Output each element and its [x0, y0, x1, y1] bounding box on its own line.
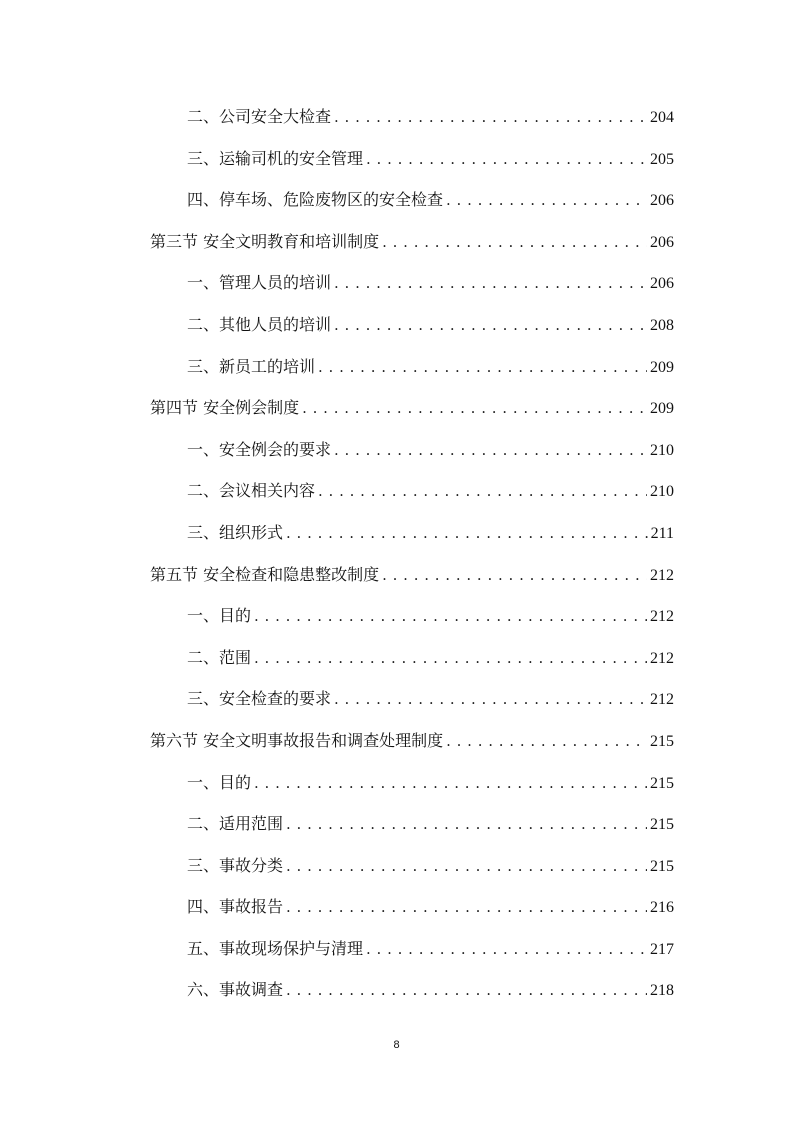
dot-leader — [286, 857, 647, 875]
toc-entry-title: 二、公司安全大检查 — [187, 107, 332, 126]
toc-entry-page: 209 — [650, 358, 674, 376]
toc-entry-title: 三、事故分类 — [187, 855, 284, 875]
table-of-contents — [150, 104, 674, 1019]
toc-entry-title: 二、范围 — [187, 647, 252, 667]
toc-entry-title: 六、事故调查 — [187, 980, 284, 1000]
toc-subsection-entry[interactable] — [150, 520, 674, 562]
toc-entry-title: 四、事故报告 — [187, 897, 284, 917]
toc-entry-page: 206 — [650, 275, 674, 293]
dot-leader — [286, 981, 647, 999]
toc-entry-title: 四、停车场、危险废物区的安全检查 — [187, 190, 444, 210]
toc-entry-page: 217 — [650, 940, 674, 958]
toc-subsection-entry[interactable] — [150, 936, 674, 978]
toc-entry-title: 三、组织形式 — [187, 522, 284, 542]
toc-entry-page: 205 — [650, 150, 674, 168]
toc-entry-title: 三、运输司机的安全管理 — [187, 148, 364, 168]
toc-entry-title: 一、目的 — [187, 606, 252, 626]
toc-entry-page: 216 — [650, 899, 674, 917]
toc-subsection-entry[interactable] — [150, 187, 674, 229]
toc-subsection-entry[interactable] — [150, 354, 674, 396]
toc-entry-title: 三、安全检查的要求 — [187, 689, 332, 709]
dot-leader — [382, 566, 647, 584]
toc-subsection-entry[interactable] — [150, 770, 674, 812]
toc-entry-title: 第六节 安全文明事故报告和调查处理制度 — [150, 730, 444, 750]
toc-entry-title: 一、安全例会的要求 — [187, 439, 332, 459]
toc-entry-page: 212 — [650, 608, 674, 626]
toc-entry-title: 一、目的 — [187, 772, 252, 792]
toc-subsection-entry[interactable] — [150, 853, 674, 895]
toc-entry-page: 212 — [650, 691, 674, 709]
toc-entry-title: 三、新员工的培训 — [187, 356, 316, 376]
dot-leader — [446, 732, 647, 750]
toc-subsection-entry[interactable] — [150, 478, 674, 520]
dot-leader — [334, 441, 647, 459]
toc-entry-page: 210 — [650, 441, 674, 459]
dot-leader — [334, 108, 647, 126]
dot-leader — [334, 690, 647, 708]
toc-entry-page: 206 — [650, 192, 674, 210]
toc-entry-title: 一、管理人员的培训 — [187, 273, 332, 293]
toc-entry-title: 二、适用范围 — [187, 814, 284, 834]
dot-leader — [302, 399, 647, 417]
toc-subsection-entry[interactable] — [150, 104, 674, 146]
dot-leader — [366, 940, 647, 958]
toc-entry-page: 215 — [650, 816, 674, 834]
toc-subsection-entry[interactable] — [150, 686, 674, 728]
toc-entry-page: 218 — [650, 982, 674, 1000]
toc-subsection-entry[interactable] — [150, 270, 674, 312]
toc-entry-title: 二、其他人员的培训 — [187, 314, 332, 334]
toc-entry-page: 212 — [650, 566, 674, 584]
toc-entry-title: 第五节 安全检查和隐患整改制度 — [150, 564, 380, 584]
toc-entry-page: 206 — [650, 233, 674, 251]
dot-leader — [318, 358, 647, 376]
toc-entry-title: 五、事故现场保护与清理 — [187, 938, 364, 958]
toc-entry-title: 第三节 安全文明教育和培训制度 — [150, 231, 380, 251]
dot-leader — [286, 898, 647, 916]
toc-section-entry[interactable] — [150, 229, 674, 271]
dot-leader — [254, 649, 647, 667]
toc-subsection-entry[interactable] — [150, 977, 674, 1019]
dot-leader — [446, 191, 647, 209]
toc-section-entry[interactable] — [150, 728, 674, 770]
toc-entry-page: 204 — [650, 109, 674, 126]
toc-section-entry[interactable] — [150, 562, 674, 604]
dot-leader — [366, 150, 647, 168]
toc-entry-page: 215 — [650, 732, 674, 750]
dot-leader — [382, 233, 647, 251]
toc-section-entry[interactable] — [150, 395, 674, 437]
dot-leader — [254, 774, 647, 792]
toc-entry-title: 二、会议相关内容 — [187, 481, 316, 501]
toc-entry-page: 215 — [650, 774, 674, 792]
toc-subsection-entry[interactable] — [150, 312, 674, 354]
dot-leader — [334, 274, 647, 292]
toc-subsection-entry[interactable] — [150, 437, 674, 479]
dot-leader — [318, 482, 647, 500]
dot-leader — [286, 524, 648, 542]
toc-subsection-entry[interactable] — [150, 146, 674, 188]
toc-entry-page: 209 — [650, 400, 674, 418]
toc-subsection-entry[interactable] — [150, 894, 674, 936]
toc-entry-page: 212 — [650, 649, 674, 667]
toc-entry-page: 215 — [650, 857, 674, 875]
dot-leader — [254, 607, 647, 625]
dot-leader — [286, 815, 647, 833]
page-number: 8 — [393, 1039, 400, 1051]
toc-subsection-entry[interactable] — [150, 603, 674, 645]
toc-subsection-entry[interactable] — [150, 811, 674, 853]
toc-entry-page: 208 — [650, 316, 674, 334]
toc-entry-page: 211 — [650, 524, 674, 542]
dot-leader — [334, 316, 647, 334]
toc-entry-page: 210 — [650, 483, 674, 501]
toc-subsection-entry[interactable] — [150, 645, 674, 687]
toc-entry-title: 第四节 安全例会制度 — [150, 398, 300, 418]
